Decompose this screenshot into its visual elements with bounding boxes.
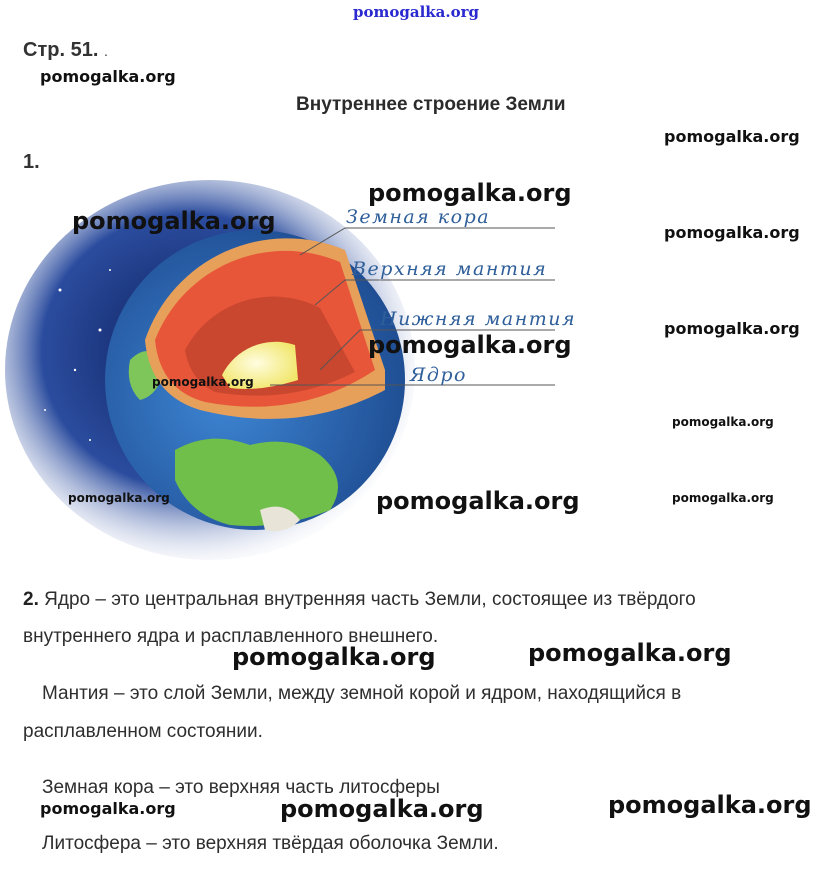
label-lower-mantle: Нижняя мантия <box>380 308 577 330</box>
task1-number: 1. <box>23 151 40 173</box>
watermark: pomogalka.org <box>608 791 812 819</box>
watermark: pomogalka.org <box>368 179 572 207</box>
watermark: pomogalka.org <box>672 491 774 505</box>
watermark: pomogalka.org <box>376 487 580 515</box>
task2-number: 2. <box>23 589 39 610</box>
watermark: pomogalka.org <box>280 795 484 823</box>
page-label <box>23 39 108 62</box>
watermark: pomogalka.org <box>40 67 176 86</box>
watermark: pomogalka.org <box>672 415 774 429</box>
paragraph-mantle-line1: Мантия – это слой Земли, между земной корой и ядром, находящийся в <box>42 683 682 704</box>
label-core: Ядро <box>410 364 467 386</box>
watermark: pomogalka.org <box>664 223 800 242</box>
watermark: pomogalka.org <box>368 331 572 359</box>
paragraph-core-text: Ядро – это центральная внутренняя часть Земли, состоящее из твёрдого <box>38 589 696 610</box>
top-watermark: pomogalka.org <box>353 3 480 21</box>
page-title: Внутреннее строение Земли <box>296 94 566 115</box>
label-upper-mantle: Верхняя мантия <box>352 258 548 280</box>
page-dots: . <box>103 43 108 59</box>
paragraph-core-line2: внутреннего ядра и расплавленного внешнего. <box>23 626 439 647</box>
paragraph-lithosphere: Литосфера – это верхняя твёрдая оболочка Земли. <box>42 833 499 854</box>
watermark: pomogalka.org <box>72 207 276 235</box>
watermark: pomogalka.org <box>68 491 170 505</box>
watermark: pomogalka.org <box>232 643 436 671</box>
watermark: pomogalka.org <box>528 639 732 667</box>
watermark: pomogalka.org <box>40 799 176 818</box>
paragraph-mantle-line2: расплавленном состоянии. <box>23 721 263 742</box>
paragraph-crust: Земная кора – это верхняя часть литосферы <box>42 777 440 798</box>
watermark: pomogalka.org <box>664 127 800 146</box>
label-crust: Земная кора <box>346 206 491 228</box>
watermark: pomogalka.org <box>152 375 254 389</box>
watermark: pomogalka.org <box>664 319 800 338</box>
page-label-text: Стр. 51. <box>23 39 99 61</box>
paragraph-core-line1 <box>23 589 696 611</box>
